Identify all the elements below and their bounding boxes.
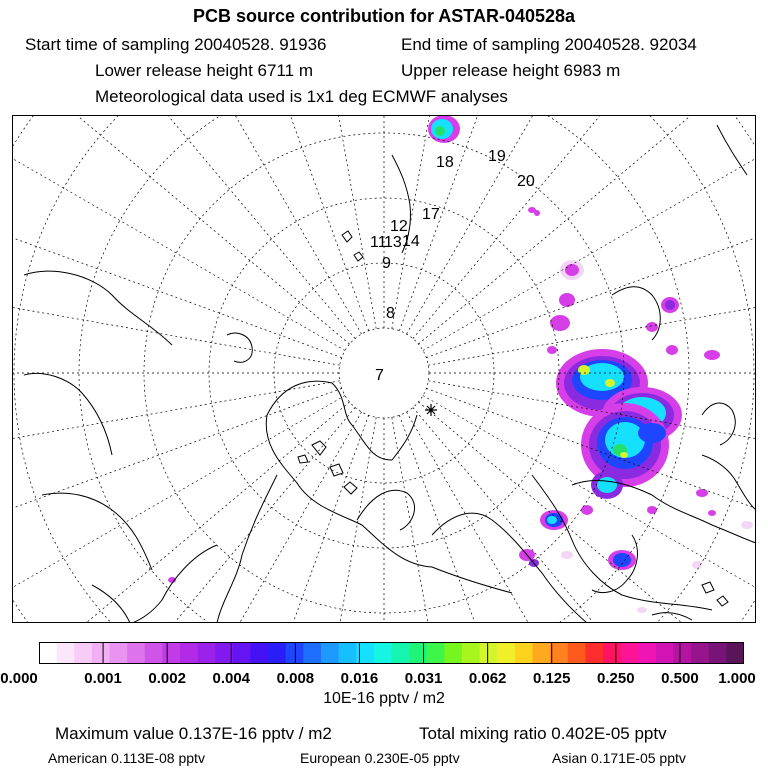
- legend-tick-label: 0.031: [404, 670, 443, 687]
- trajectory-label: 19: [488, 148, 506, 165]
- color-legend-bar: [39, 642, 744, 664]
- legend-swatch: [603, 642, 621, 664]
- legend-swatch: [533, 642, 551, 664]
- legend-swatch: [497, 642, 515, 664]
- met-data-label: Meteorological data used is 1x1 deg ECMWF analyses: [95, 87, 508, 106]
- concentration-blob: [637, 607, 647, 613]
- legend-swatch: [303, 642, 321, 664]
- legend-swatch: [110, 642, 128, 664]
- legend-swatch: [515, 642, 533, 664]
- legend-swatch: [691, 642, 709, 664]
- legend-swatch: [74, 642, 92, 664]
- trajectory-label: 13: [384, 234, 402, 251]
- concentration-blob: [605, 379, 615, 387]
- legend-swatch: [462, 642, 480, 664]
- end-time-label: End time of sampling 20040528. 92034: [401, 35, 697, 54]
- legend-tick-label: 0.001: [84, 670, 122, 687]
- legend-swatch: [550, 642, 568, 664]
- concentration-blob: [741, 521, 753, 529]
- trajectory-label: 20: [517, 173, 535, 190]
- legend-tick-label: 0.004: [212, 670, 251, 687]
- lower-height-label: Lower release height 6711 m: [95, 61, 313, 80]
- legend-swatch: [585, 642, 603, 664]
- total-mixing-ratio-label: Total mixing ratio 0.402E-05 pptv: [419, 724, 667, 743]
- legend-swatch: [92, 642, 110, 664]
- concentration-blob: [666, 345, 678, 355]
- concentration-blob: [647, 506, 657, 514]
- concentration-blob: [638, 423, 666, 443]
- american-contribution-label: American 0.113E-08 pptv: [48, 750, 205, 766]
- concentration-blob: [534, 210, 540, 216]
- trajectory-label: 7: [375, 367, 384, 384]
- polar-map: [12, 115, 756, 623]
- concentration-blob: [547, 346, 557, 354]
- legend-swatch: [674, 642, 692, 664]
- trajectory-label: 8: [386, 305, 395, 322]
- legend-swatch: [568, 642, 586, 664]
- maximum-value-label: Maximum value 0.137E-16 pptv / m2: [55, 724, 332, 743]
- plot-title: PCB source contribution for ASTAR-040528a: [192, 6, 576, 26]
- concentration-blob: [435, 126, 445, 136]
- concentration-blob: [559, 293, 575, 307]
- legend-swatch: [145, 642, 163, 664]
- concentration-blob: [547, 516, 557, 524]
- upper-height-label: Upper release height 6983 m: [401, 61, 621, 80]
- concentration-blob: [704, 350, 720, 360]
- trajectory-label: 12: [390, 218, 408, 235]
- legend-swatch: [709, 642, 727, 664]
- units-label: 10E-16 pptv / m2: [323, 690, 445, 707]
- asian-contribution-label: Asian 0.171E-05 pptv: [552, 750, 686, 766]
- start-time-label: Start time of sampling 20040528. 91936: [25, 35, 327, 54]
- legend-swatch: [251, 642, 269, 664]
- trajectory-label: 9: [382, 255, 391, 272]
- trajectory-label: 14: [402, 233, 420, 250]
- legend-swatch: [162, 642, 180, 664]
- trajectory-label: 18: [436, 154, 454, 171]
- concentration-blob: [708, 510, 716, 516]
- legend-swatch: [726, 642, 744, 664]
- legend-swatch: [621, 642, 639, 664]
- legend-swatch: [392, 642, 410, 664]
- legend-swatch: [409, 642, 427, 664]
- european-contribution-label: European 0.230E-05 pptv: [300, 750, 460, 766]
- legend-tick-label: 1.000: [718, 670, 756, 687]
- concentration-blob: [581, 505, 593, 515]
- concentration-blob: [620, 452, 628, 458]
- concentration-blob: [646, 322, 658, 332]
- concentration-blob: [578, 365, 590, 375]
- legend-tick-label: 0.016: [340, 670, 379, 687]
- legend-swatch: [656, 642, 674, 664]
- legend-tick-label: 0.002: [148, 670, 186, 687]
- legend-swatch: [427, 642, 445, 664]
- concentration-blob: [565, 264, 579, 276]
- legend-tick-label: 0.250: [597, 670, 635, 687]
- legend-tick-label: 0.062: [468, 670, 507, 687]
- legend-swatch: [180, 642, 198, 664]
- legend-swatch: [321, 642, 339, 664]
- legend-swatch: [374, 642, 392, 664]
- legend-swatch: [39, 642, 57, 664]
- legend-tick-label: 0.008: [276, 670, 315, 687]
- legend-swatch: [480, 642, 498, 664]
- concentration-blob: [696, 489, 708, 497]
- legend-swatch: [444, 642, 462, 664]
- legend-tick-label: 0.125: [532, 670, 571, 687]
- legend-swatch: [268, 642, 286, 664]
- legend-swatch: [339, 642, 357, 664]
- legend-swatch: [286, 642, 304, 664]
- legend-swatch: [57, 642, 75, 664]
- concentration-blob: [665, 300, 675, 310]
- legend-swatch: [198, 642, 216, 664]
- legend-swatch: [233, 642, 251, 664]
- legend-swatch: [127, 642, 145, 664]
- legend-tick-label: 0.000: [0, 670, 38, 687]
- concentration-blob: [561, 551, 573, 559]
- trajectory-label: 17: [422, 206, 440, 223]
- concentration-blob: [597, 477, 617, 493]
- trajectory-label: 11: [370, 234, 387, 251]
- legend-swatch: [215, 642, 233, 664]
- concentration-blob: [550, 315, 570, 331]
- legend-swatch: [638, 642, 656, 664]
- legend-tick-label: 0.500: [661, 670, 699, 687]
